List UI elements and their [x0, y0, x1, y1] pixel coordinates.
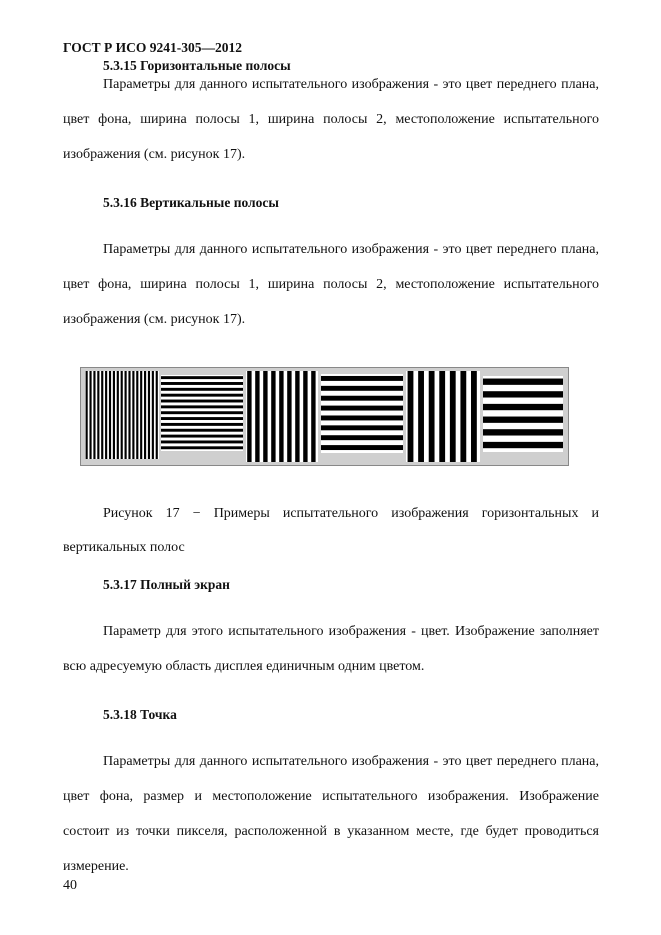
stripe — [483, 404, 563, 410]
stripe — [263, 371, 267, 462]
stripe — [321, 386, 403, 391]
stripe — [113, 371, 115, 459]
stripe-panel-2 — [161, 375, 243, 451]
stripe — [132, 371, 134, 459]
stripe — [471, 371, 477, 462]
stripe — [161, 446, 243, 449]
paragraph-text: Параметры для данного испытательного изображения - это цвет переднего плана, цвет фона, ширина полосы 1, ширина полосы 2, местоположение испытательного изображения (см. рисунок 17). — [63, 242, 599, 327]
stripe — [450, 371, 456, 462]
stripe — [483, 417, 563, 423]
stripe — [321, 425, 403, 430]
stripe — [161, 411, 243, 414]
section-paragraph-horizontal-stripes — [63, 67, 599, 172]
section-heading-full-screen: 5.3.17 Полный экран — [103, 577, 230, 592]
stripe — [255, 371, 259, 462]
stripe — [321, 445, 403, 450]
document-header: ГОСТ Р ИСО 9241-305—2012 — [63, 40, 243, 55]
section-heading-point: 5.3.18 Точка — [103, 707, 177, 722]
stripe — [311, 371, 315, 462]
paragraph-text: Параметр для этого испытательного изображения - цвет. Изображение заполняет всю адресуемую область дисплея единичным одним цветом. — [63, 624, 599, 674]
section-paragraph-point — [63, 744, 599, 884]
paragraph-text: Параметры для данного испытательного изображения - это цвет переднего плана, цвет фона, ширина полосы 1, ширина полосы 2, местоположение испытательного изображения (см. рисунок 17). — [63, 77, 599, 162]
section-paragraph-full-screen — [63, 614, 599, 684]
stripe — [161, 400, 243, 403]
page-number: 40 — [63, 878, 77, 893]
figure-17-stripe-patterns — [80, 367, 569, 466]
stripe — [117, 371, 119, 459]
stripe — [89, 371, 91, 459]
stripe — [483, 379, 563, 385]
stripe — [279, 371, 283, 462]
stripe — [321, 406, 403, 411]
stripe — [161, 423, 243, 426]
stripe — [161, 382, 243, 385]
stripe — [161, 440, 243, 443]
stripe-panel-background — [483, 376, 563, 452]
stripe — [483, 391, 563, 397]
stripe — [321, 415, 403, 420]
stripe — [161, 388, 243, 391]
stripe-panel-3 — [246, 371, 318, 462]
caption-text: Рисунок 17 − Примеры испытательного изображения горизонтальных и вертикальных полос — [63, 506, 599, 555]
stripe — [97, 371, 99, 459]
stripe — [136, 371, 138, 459]
figure-caption — [63, 497, 599, 565]
stripe — [105, 371, 107, 459]
stripe — [408, 371, 414, 462]
section-heading-vertical-stripes: 5.3.16 Вертикальные полосы — [103, 195, 279, 210]
stripe — [140, 371, 142, 459]
stripe — [483, 442, 563, 448]
stripe — [295, 371, 299, 462]
stripe — [161, 376, 243, 379]
stripe — [156, 371, 158, 459]
section-heading-horizontal-stripes: 5.3.15 Горизонтальные полосы — [103, 58, 291, 73]
stripe-patterns-image — [81, 368, 568, 465]
stripe — [287, 371, 291, 462]
stripe-panel-1 — [85, 371, 159, 459]
stripe — [121, 371, 123, 459]
stripe — [144, 371, 146, 459]
stripe — [101, 371, 103, 459]
stripe — [460, 371, 466, 462]
stripe — [271, 371, 275, 462]
stripe — [429, 371, 435, 462]
stripe — [483, 429, 563, 435]
stripe — [321, 396, 403, 401]
section-paragraph-vertical-stripes — [63, 232, 599, 337]
stripe — [418, 371, 424, 462]
stripe — [93, 371, 95, 459]
stripe — [161, 435, 243, 438]
stripe-panel-4 — [321, 374, 403, 453]
stripe — [439, 371, 445, 462]
stripe — [303, 371, 307, 462]
stripe — [247, 371, 251, 462]
stripe-panel-6 — [483, 376, 563, 452]
stripe — [148, 371, 150, 459]
stripe — [86, 371, 88, 459]
stripe — [161, 405, 243, 408]
stripe — [128, 371, 130, 459]
paragraph-text: Параметры для данного испытательного изображения - это цвет переднего плана, цвет фона, размер и местоположение испытательного изображения. Изображение состоит из точки пикселя, расположенной в указанном месте, где будет проводиться измерение. — [63, 754, 599, 874]
stripe — [109, 371, 111, 459]
stripe — [321, 435, 403, 440]
stripe — [321, 376, 403, 381]
stripe-panel-5 — [406, 371, 480, 462]
stripe — [161, 394, 243, 397]
stripe — [152, 371, 154, 459]
stripe — [161, 417, 243, 420]
stripe — [161, 429, 243, 432]
stripe — [125, 371, 127, 459]
